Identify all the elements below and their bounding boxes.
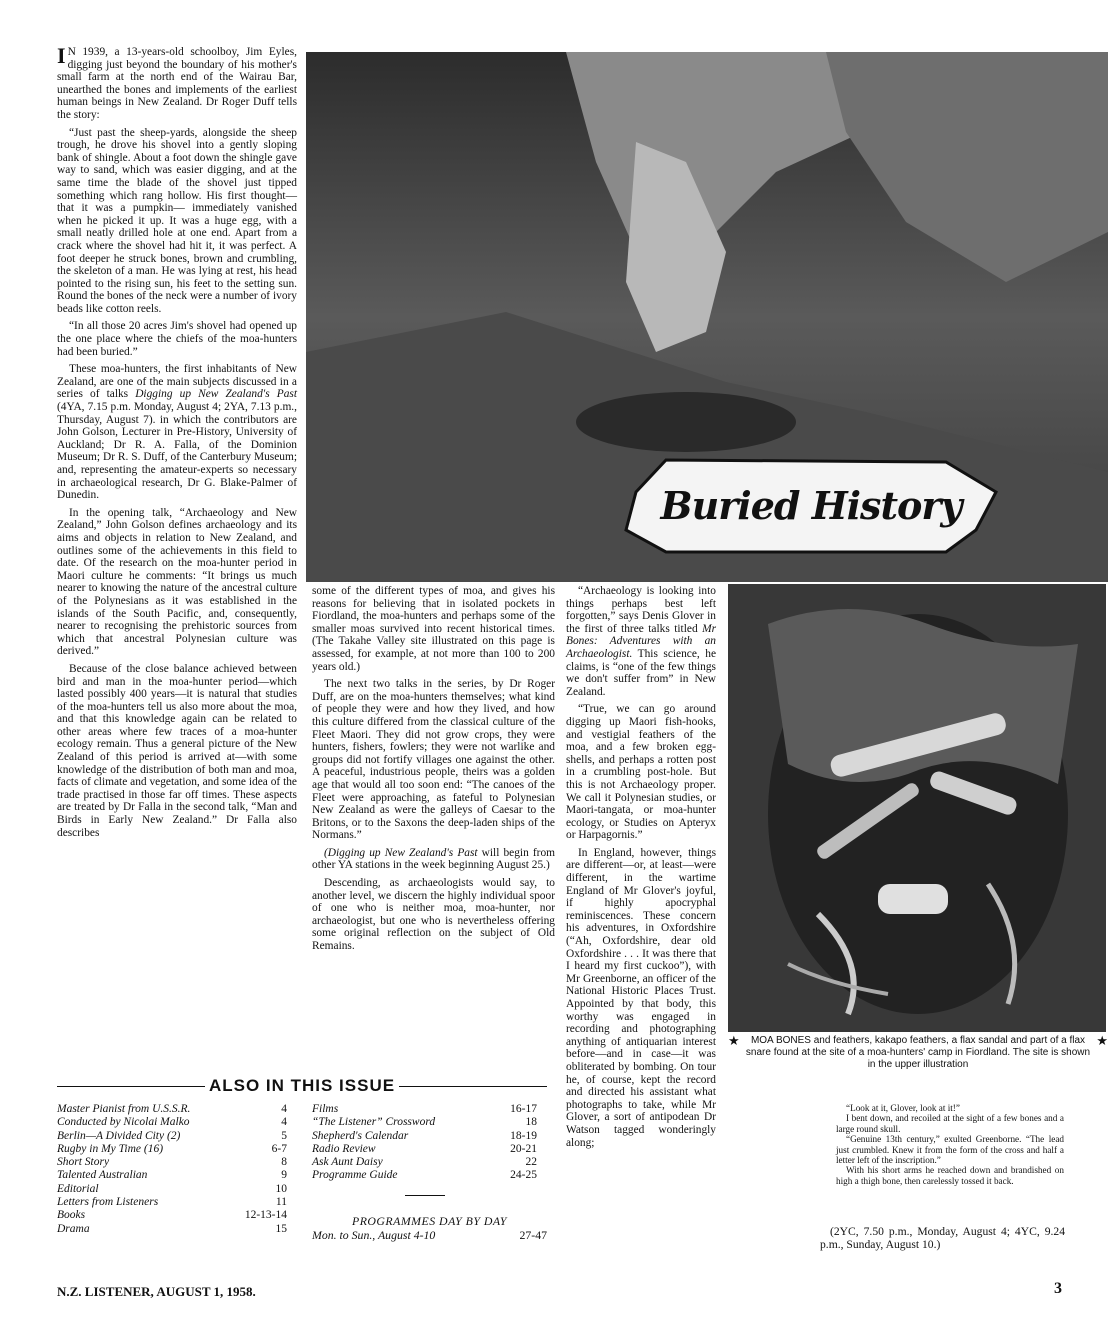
index-row — [57, 1183, 287, 1196]
article-column-1 — [57, 43, 297, 844]
index-row — [57, 1116, 287, 1129]
index-page: 20-21 — [510, 1142, 537, 1155]
index-page: 24-25 — [510, 1169, 537, 1182]
paragraph: In the opening talk, “Archaeology and New Zealand,” John Golson defines archaeology and its aims and objects in relation to New Zealand, and outlines some of the achievements in this field to date. Of the research on the moa-hunter period in Maori culture he comments: “It brings us much nearer to knowing the nature of the ancestral culture of the Polynesians as it was established in the islands of the South Pacific, and, consequently, nearer to recognising the prehistoric sources from which that ancestral Polynesian culture was derived.” — [57, 506, 297, 658]
index-page: 16-17 — [510, 1103, 537, 1115]
article-column-4 — [836, 1103, 1064, 1186]
headline: Buried History — [660, 482, 962, 528]
index-title: “The Listener” Crossword — [312, 1116, 436, 1129]
index-page: 4 — [281, 1103, 287, 1115]
index-row — [312, 1130, 537, 1143]
index-page: 10 — [275, 1182, 287, 1195]
paragraph: The next two talks in the series, by Dr Roger Duff, are on the moa-hunters themselves; what kind of people they were and how they lived, and how this culture differed from the classical culture of the Fleet Maori. They did not grow crops, they were hunters, fishers, fowlers; they were not warlike and groups did not fortify villages one against the other. A peaceful, industrious people, theirs was a golden age that would all too soon end: “The canoes of the Fleet were approaching, as fateful to Polynesian New Zealand as were the galleys of Caesar to the Britons, or to the Saxons the deep-laden ships of the Normans.” — [312, 678, 555, 842]
index-row — [312, 1103, 537, 1116]
headline-banner — [646, 470, 976, 540]
index-page: 15 — [275, 1222, 287, 1235]
page-number: 3 — [1054, 1280, 1062, 1297]
index-title: Editorial — [57, 1182, 99, 1195]
index-page: 12-13-14 — [244, 1209, 287, 1222]
article-column-2 — [312, 585, 555, 958]
index-row — [57, 1130, 287, 1143]
moa-bones-photo-image — [728, 584, 1106, 1032]
index-page: 5 — [281, 1129, 287, 1142]
paragraph: Descending, as archaeologists would say, to another level, we discern the highly individual spoor of one who is neither moa, moa-hunter, nor archaeologist, but one who is nevertheless offering some original reflection on the subject of Old Remains. — [312, 877, 555, 953]
paragraph: Because of the close balance achieved between bird and man in the moa-hunter period—which lasted possibly 400 years—it is natural that studies of the moa-hunters tell us also more about the moa, and that this knowledge again can be related to other areas where few traces of a moa-hunter ecology remain. Thus a general picture of the New Zealand of this period is arrived at—with some knowledge of the distribution of both man and moa, facts of climate and vegetation, and some idea of the trade practised in those far off times. These aspects are treated by Dr Falla in the second talk, “Man and Birds in Early New Zealand.” Dr Falla also describes — [57, 662, 297, 839]
index-row — [57, 1156, 287, 1169]
index-title: Letters from Listeners — [57, 1196, 159, 1209]
index-page: 4 — [281, 1116, 287, 1129]
star-icon: ★ — [1096, 1033, 1108, 1048]
index-row — [312, 1143, 537, 1156]
photo-caption — [728, 1035, 1108, 1071]
index-title: Conducted by Nicolai Malko — [57, 1116, 190, 1129]
index-divider — [405, 1195, 445, 1196]
index-title: Films — [312, 1103, 339, 1115]
index-page: 11 — [275, 1196, 287, 1209]
index-row — [57, 1143, 287, 1156]
index-page: 8 — [281, 1156, 287, 1169]
paragraph: I bent down, and recoiled at the sight of a few bones and a large round skull. — [836, 1113, 1064, 1134]
programmes-day-by-day — [312, 1214, 547, 1242]
moa-bones-photo — [728, 584, 1106, 1032]
broadcast-times: (2YC, 7.50 p.m., Monday, August 4; 4YC, 9.24 p.m., Sunday, August 10.) — [820, 1225, 1065, 1251]
masthead: N.Z. LISTENER, AUGUST 1, 1958. — [57, 1284, 256, 1299]
index-title: Drama — [57, 1222, 90, 1235]
index-title: Books — [57, 1209, 86, 1222]
index-row — [57, 1223, 287, 1236]
index-title: Master Pianist from U.S.S.R. — [57, 1103, 191, 1115]
paragraph: some of the different types of moa, and gives his reasons for believing that in isolated pockets in Fiordland, the moa-hunters and perhaps some of the smaller moas survived into recent historical times. (The Takahe Valley site illustrated on this page is assessed, for example, at not more than 100 to 200 years old.) — [312, 585, 555, 673]
star-icon: ★ — [728, 1033, 740, 1048]
index-row — [57, 1103, 287, 1116]
index-page: 6-7 — [271, 1142, 287, 1155]
drop-cap: I — [57, 43, 66, 68]
index-title: Shepherd's Calendar — [312, 1129, 409, 1142]
caption-text: MOA BONES and feathers, kakapo feathers, a flax sandal and part of a flax snare found at the site of a moa-hunters' camp in Fiordland. The site is shown in the upper illustration — [745, 1035, 1091, 1070]
index-page: 18-19 — [510, 1129, 537, 1142]
paragraph: “Just past the sheep-yards, alongside the sheep trough, he drove his shovel into a gently sloping bank of shingle. About a foot down the shingle gave way to sand, which was easier digging, and at the same time the blade of the shovel just tipped something which rang hollow. His first thought—that it was a pumpkin— immediately vanished when he picked it up. It was a huge egg, with a small neatly drilled hole at one end. Apart from a crack where the shovel had hit it, it was perfect. A foot deeper he struck bones, brown and crumbling, the skeleton of a man. He was lying at rest, his head pointed to the rising sun, his feet to the setting sun. Round the bones of the neck were a number of ivory beads like cotton reels. — [57, 126, 297, 315]
index-title: Programme Guide — [312, 1169, 398, 1182]
index-row — [57, 1209, 287, 1222]
index-page: 22 — [525, 1156, 537, 1169]
index-title: Rugby in My Time (16) — [57, 1142, 164, 1155]
paragraph: “In all those 20 acres Jim's shovel had opened up the one place where the chiefs of the moa-hunters had been buried.” — [57, 320, 297, 358]
site-photo — [306, 52, 1108, 582]
programmes-label: PROGRAMMES DAY BY DAY — [351, 1214, 507, 1228]
paragraph: With his short arms he reached down and brandished on high a thigh bone, then carelessly tossed it back. — [836, 1165, 1064, 1186]
index-row — [312, 1169, 537, 1182]
index-row — [57, 1169, 287, 1182]
index-title: Short Story — [57, 1156, 110, 1169]
index-title: Radio Review — [312, 1142, 376, 1155]
index-row — [312, 1116, 537, 1129]
also-in-this-issue — [57, 1076, 547, 1096]
paragraph: (Digging up New Zealand's Past will begin from other YA stations in the week beginning August 25.) — [312, 846, 555, 872]
paragraph: In England, however, things are different—or, at least—were different, in the wartime England of Mr Glover's joyful, if highly apocryphal reminiscences. These concern his adventures, in Oxfordshire (“Ah, Oxfordshire, dear old Oxfordshire . . . It was there that I heard my first cuckoo”), with Mr Greenborne, an officer of the National Historic Places Trust. Appointed by that body, this worthy was engaged in recording and photographing anything of antiquarian interest before—and in case—it was obliterated by bombing. On tour he, of course, kept the record and directed his assistant what photographs to take, while Mr Glover, a sort of antipodean Dr Watson tagged wonderingly along; — [566, 846, 716, 1149]
paragraph: “Look at it, Glover, look at it!” — [846, 1103, 960, 1113]
paragraph: “Genuine 13th century,” exulted Greenborne. “The lead just crumbled. Knew it from the form of the cross and half a letter left of the inscription.” — [836, 1134, 1064, 1166]
paragraph: “True, we can go around digging up Maori fish-hooks, and vestigial feathers of the moa, and a few broken egg-shells, and perhaps a rotten post in a crumbling post-hole. But this is not Archaeology proper. We call it Polynesian studies, or Maori-tangata, or moa-hunter ecology, or Studies on Apteryx or Harpagornis.” — [566, 703, 716, 842]
index-title: Berlin—A Divided City (2) — [57, 1129, 181, 1142]
index-page: 9 — [281, 1169, 287, 1182]
index-left — [57, 1103, 287, 1236]
index-title: Ask Aunt Daisy — [312, 1156, 383, 1169]
programmes-sub: Mon. to Sun., August 4-10 — [312, 1228, 436, 1242]
paragraph: These moa-hunters, the first inhabitants of New Zealand, are one of the main subjects discussed in a series of talks Digging up New Zealand's Past (4YA, 7.15 p.m. Monday, August 4; 2YA, 7.13 p.m., Thursday, August 7). in which the contributors are John Golson, Lecturer in Pre-History, University of Auckland; Dr R. A. Falla, of the Dominion Museum; Dr R. S. Duff, of the Canterbury Museum; and, representing the amateur-experts so necessary in archaeological research, Dr G. Blake-Palmer of Dunedin. — [57, 363, 297, 502]
index-page: 18 — [525, 1116, 537, 1129]
index-row — [312, 1156, 537, 1169]
paragraph: N 1939, a 13-years-old schoolboy, Jim Eyles, digging just beyond the boundary of his mother's small farm at the north end of the Wairau Bar, unearthed the bones and implements of the earliest human beings in New Zealand. Dr Roger Duff tells the story: — [57, 46, 297, 121]
article-column-3 — [566, 585, 716, 1154]
paragraph: “Archaeology is looking into things perhaps best left forgotten,” says Denis Glover in the first of three talks titled Mr Bones: Adventures with an Archaeologist. This science, he claims, is “one of the few things we don't suffer from” in New Zealand. — [566, 585, 716, 698]
index-row — [57, 1196, 287, 1209]
index-right — [312, 1103, 537, 1196]
programmes-pages: 27-47 — [519, 1228, 547, 1242]
also-title: ALSO IN THIS ISSUE — [208, 1076, 396, 1095]
index-title: Talented Australian — [57, 1169, 148, 1182]
